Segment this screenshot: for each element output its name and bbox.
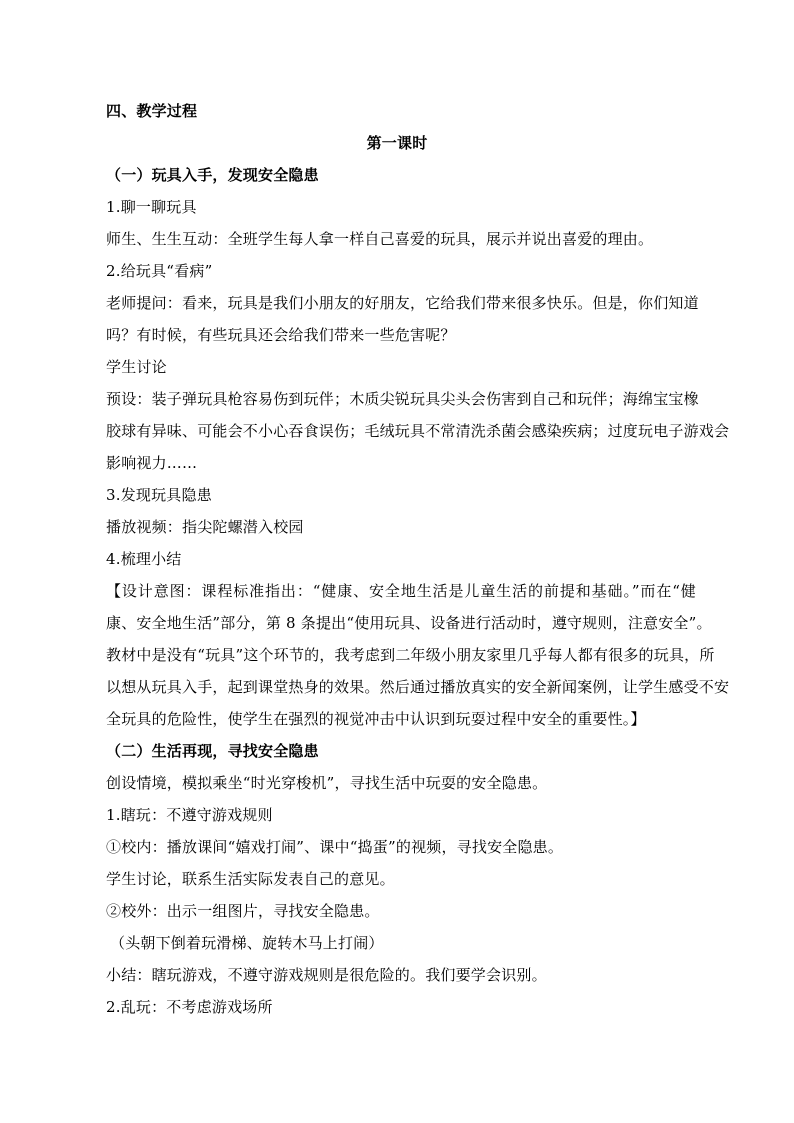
part2-item1-summary: 小结：瞎玩游戏，不遵守游戏规则是很危险的。我们要学会识别。 (106, 966, 547, 984)
design-intent-line2: 康、安全地生活”部分，第 8 条提出“使用玩具、设备进行活动时，遵守规则，注意安全”。 (106, 614, 712, 632)
part1-item3-text: 播放视频：指尖陀螺潜入校园 (106, 518, 304, 536)
lesson-title: 第一课时 (366, 134, 428, 152)
part1-item1-title: 1.聊一聊玩具 (106, 198, 197, 216)
part2-item2-title: 2.乱玩：不考虑游戏场所 (106, 998, 273, 1016)
part1-item2-text-line1: 老师提问：看来，玩具是我们小朋友的好朋友，它给我们带来很多快乐。但是，你们知道 (106, 294, 699, 312)
part1-item4-title: 4.梳理小结 (106, 550, 182, 568)
part1-discussion: 学生讨论 (106, 358, 167, 376)
part1-item2-text-line2: 吗？有时候，有些玩具还会给我们带来一些危害呢？ (106, 326, 456, 344)
design-intent-line1: 【设计意图：课程标准指出：“健康、安全地生活是儿童生活的前提和基础。”而在“健 (106, 582, 696, 600)
part2-item1-discussion: 学生讨论，联系生活实际发表自己的意见。 (106, 870, 395, 888)
part2-intro: 创设情境，模拟乘坐“时光穿梭机”，寻找生活中玩耍的安全隐患。 (106, 774, 548, 792)
section-heading: 四、教学过程 (106, 102, 198, 120)
part2-item1-outdoor-note: （头朝下倒着玩滑梯、旋转木马上打闹） (110, 934, 384, 952)
part1-item1-text: 师生、生生互动：全班学生每人拿一样自己喜爱的玩具，展示并说出喜爱的理由。 (106, 230, 654, 248)
part2-item1-outdoor: ②校外：出示一组图片，寻找安全隐患。 (106, 902, 380, 920)
part2-heading: （二）生活再现，寻找安全隐患 (106, 742, 319, 760)
design-intent-line4: 以想从玩具入手，起到课堂热身的效果。然后通过播放真实的安全新闻案例，让学生感受不安 (106, 678, 730, 696)
part2-item1-indoor: ①校内：播放课间“嬉戏打闹”、课中“捣蛋”的视频，寻找安全隐患。 (106, 838, 564, 856)
part1-preset-line3: 影响视力…… (106, 454, 198, 472)
design-intent-line3: 教材中是没有“玩具”这个环节的，我考虑到二年级小朋友家里几乎每人都有很多的玩具，所 (106, 646, 715, 664)
part1-heading: （一）玩具入手，发现安全隐患 (106, 166, 319, 184)
part1-preset-line2: 胶球有异味、可能会不小心吞食误伤；毛绒玩具不常清洗杀菌会感染疾病；过度玩电子游戏会 (106, 422, 730, 440)
part1-item3-title: 3.发现玩具隐患 (106, 486, 212, 504)
design-intent-line5: 全玩具的危险性，使学生在强烈的视觉冲击中认识到玩耍过程中安全的重要性。】 (106, 710, 646, 728)
part2-item1-title: 1.瞎玩：不遵守游戏规则 (106, 806, 273, 824)
part1-preset-line1: 预设：装子弹玩具枪容易伤到玩伴；木质尖锐玩具尖头会伤害到自己和玩伴；海绵宝宝橡 (106, 390, 699, 408)
part1-item2-title: 2.给玩具“看病” (106, 262, 213, 280)
